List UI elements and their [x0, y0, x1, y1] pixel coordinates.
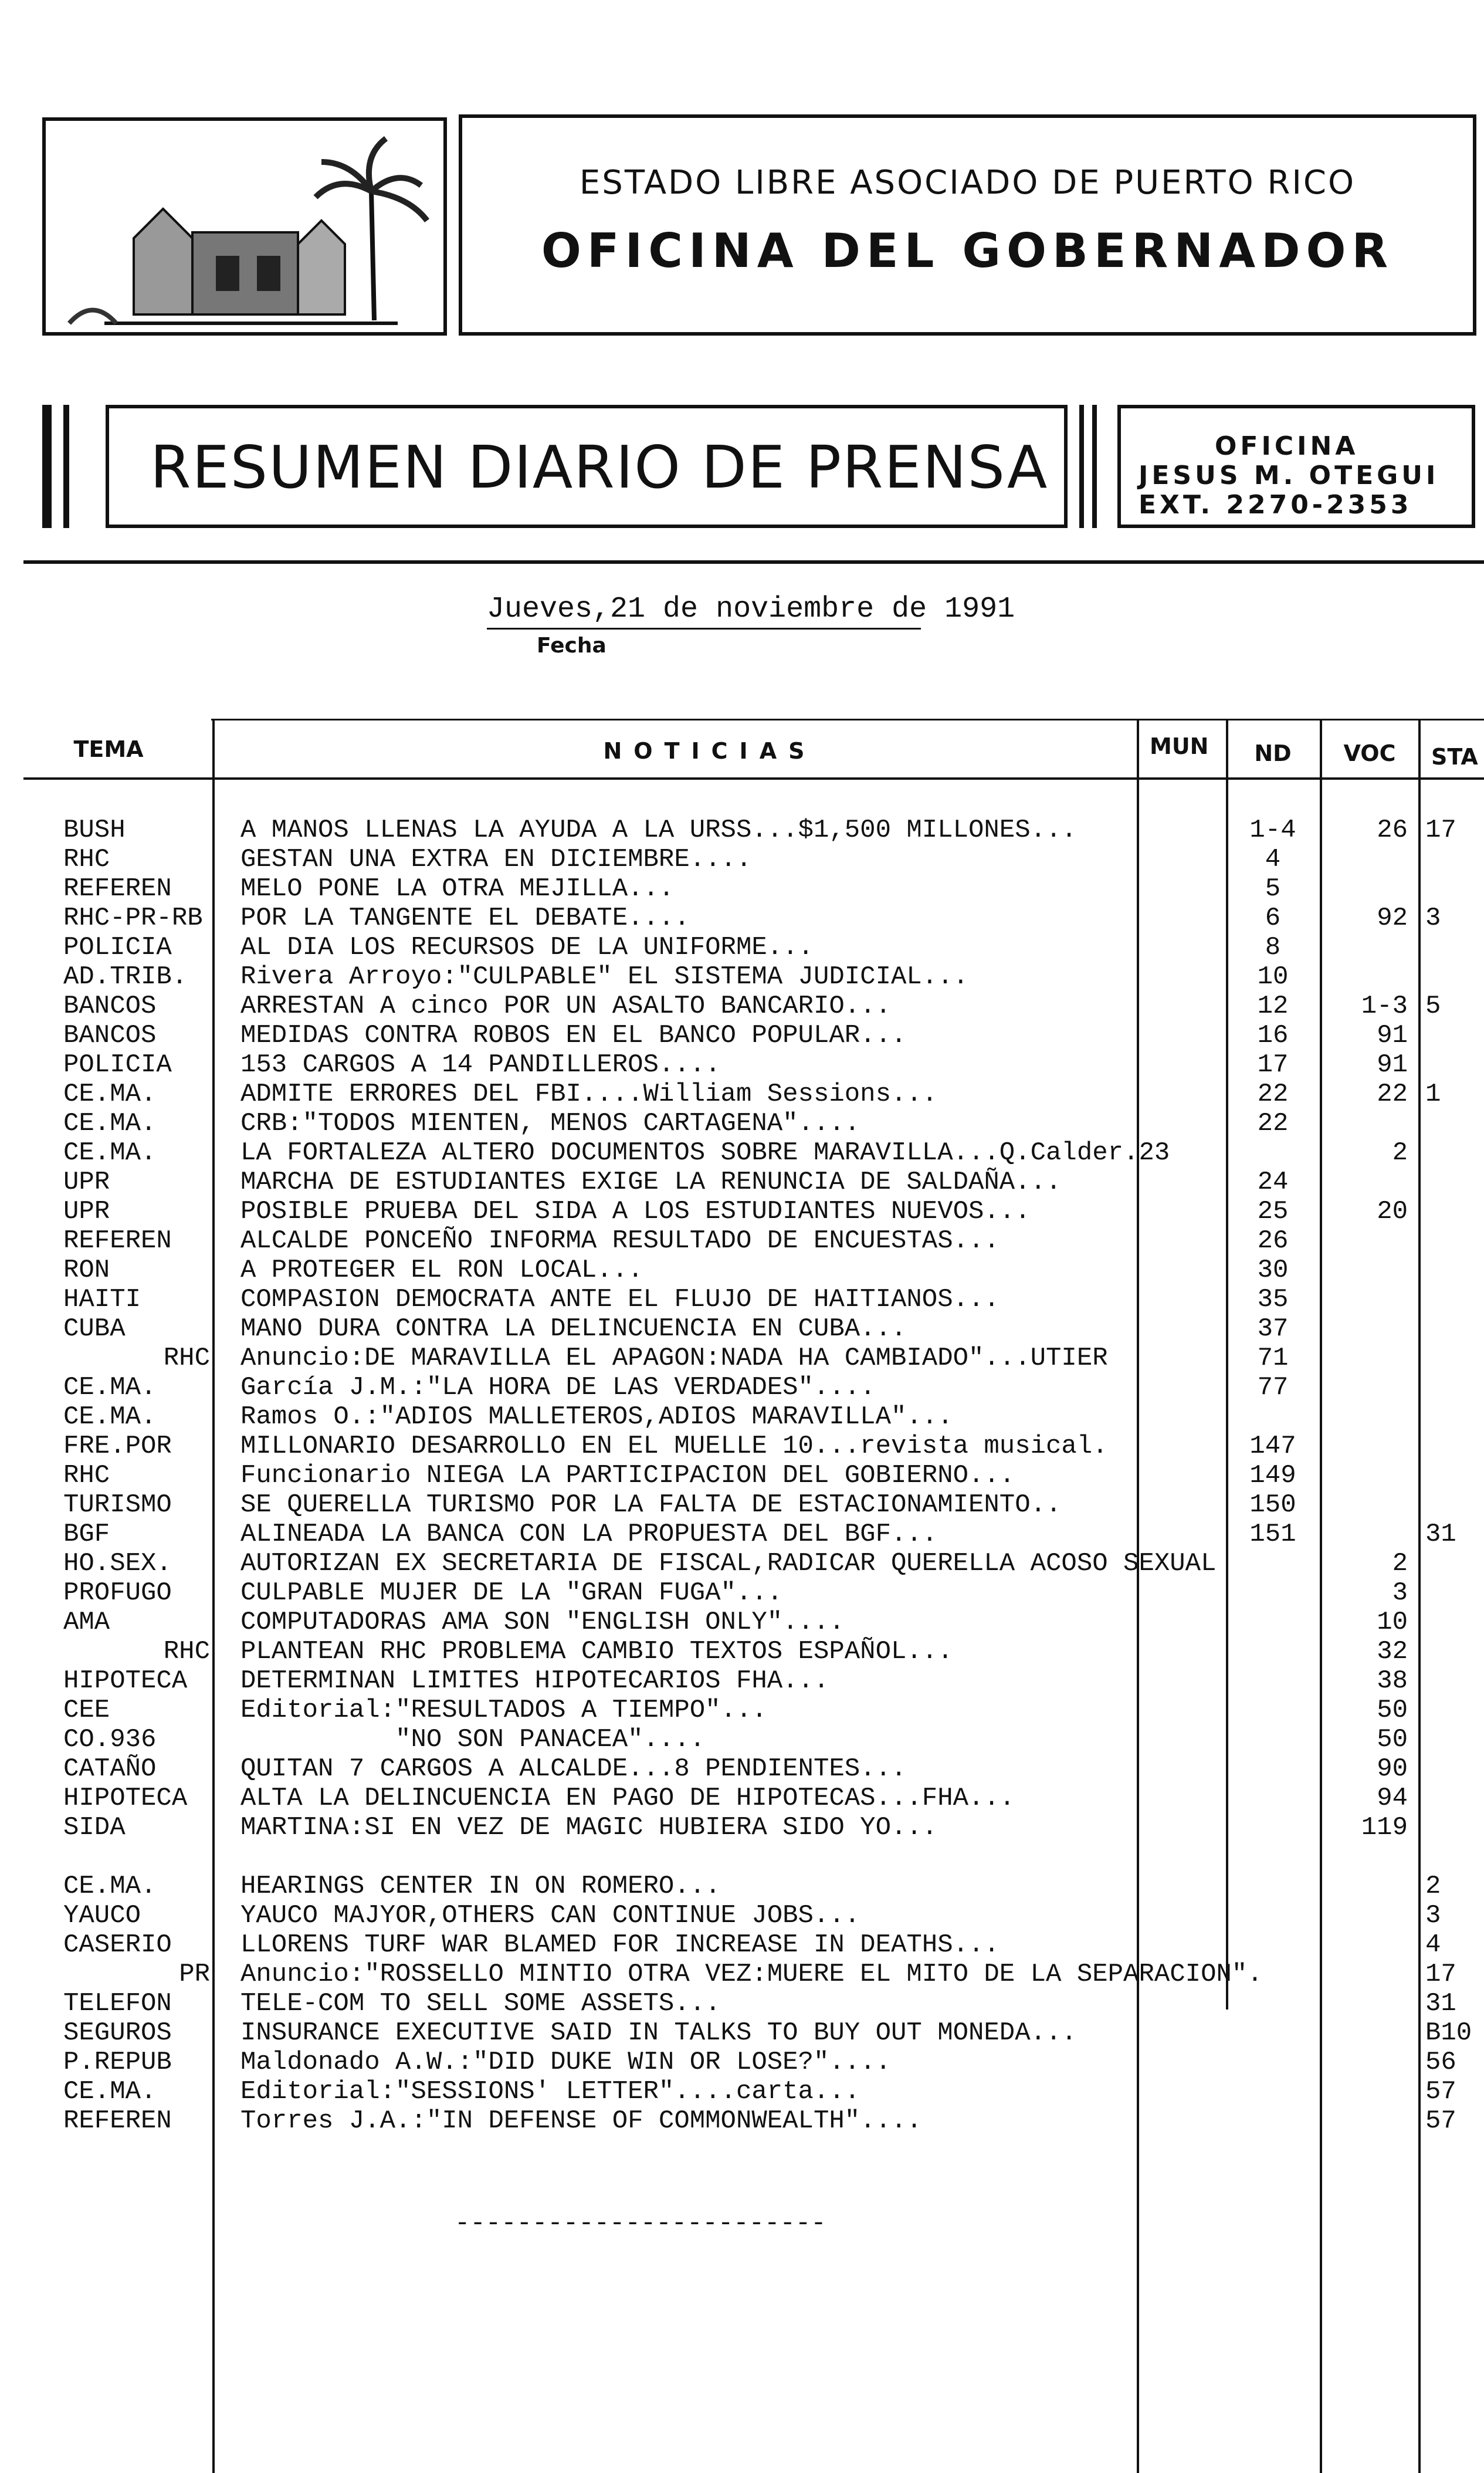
table-row: SEGUROS INSURANCE EXECUTIVE SAID IN TALKS TO BUY OUT MONEDA... B10: [63, 2018, 1472, 2048]
table-row: UPR POSIBLE PRUEBA DEL SIDA A LOS ESTUDIANTES NUEVOS... 25 20: [63, 1197, 1408, 1226]
table-row: BUSH A MANOS LLENAS LA AYUDA A LA URSS...$1,500 MILLONES... 1-4 26 17: [63, 816, 1456, 845]
date-value: Jueves,21 de noviembre de 1991: [487, 593, 1015, 626]
table-row: CATAÑO QUITAN 7 CARGOS A ALCALDE...8 PENDIENTES... 90: [63, 1754, 1408, 1784]
table-row: RHC Funcionario NIEGA LA PARTICIPACION DEL GOBIERNO... 149: [63, 1461, 1296, 1490]
table-row: CE.MA. CRB:"TODOS MIENTEN, MENOS CARTAGENA".... 22: [63, 1109, 1289, 1138]
col-header-nd: ND: [1254, 740, 1292, 766]
table-row: BGF ALINEADA LA BANCA CON LA PROPUESTA DEL BGF... 151 31: [63, 1520, 1456, 1549]
table-row: FRE.POR MILLONARIO DESARROLLO EN EL MUELLE 10...revista musical. 147: [63, 1432, 1296, 1461]
table-row: P.REPUB Maldonado A.W.:"DID DUKE WIN OR LOSE?".... 56: [63, 2048, 1456, 2077]
header-divider: [23, 560, 1484, 564]
table-row: REFEREN MELO PONE LA OTRA MEJILLA... 5: [63, 874, 1281, 904]
table-row: CE.MA. García J.M.:"LA HORA DE LAS VERDADES".... 77: [63, 1373, 1289, 1402]
table-row: RON A PROTEGER EL RON LOCAL... 30: [63, 1256, 1289, 1285]
table-row: REFEREN ALCALDE PONCEÑO INFORMA RESULTADO DE ENCUESTAS... 26: [63, 1226, 1289, 1256]
table-row: CE.MA. Editorial:"SESSIONS' LETTER"....carta... 57: [63, 2077, 1456, 2106]
table-row: POLICIA AL DIA LOS RECURSOS DE LA UNIFORME... 8: [63, 933, 1281, 962]
table-row: RHC GESTAN UNA EXTRA EN DICIEMBRE.... 4: [63, 845, 1281, 874]
table-row: HO.SEX. AUTORIZAN EX SECRETARIA DE FISCAL,RADICAR QUERELLA ACOSO SEXUAL 2: [63, 1549, 1408, 1578]
table-row: PROFUGO CULPABLE MUJER DE LA "GRAN FUGA"... 3: [63, 1578, 1408, 1608]
table-row: BANCOS MEDIDAS CONTRA ROBOS EN EL BANCO POPULAR... 16 91: [63, 1021, 1408, 1050]
office-ext: EXT. 2270-2353: [1139, 490, 1412, 520]
table-header-rule: [23, 777, 1484, 780]
footer-dashed-rule: ------------------------: [455, 2209, 826, 2238]
table-row: TELEFON TELE-COM TO SELL SOME ASSETS... 31: [63, 1989, 1456, 2018]
table-row: CEE Editorial:"RESULTADOS A TIEMPO"... 50: [63, 1696, 1408, 1725]
banner-title-box: [106, 405, 1068, 528]
table-row: HAITI COMPASION DEMOCRATA ANTE EL FLUJO DE HAITIANOS... 35: [63, 1285, 1289, 1314]
table-row: UPR MARCHA DE ESTUDIANTES EXIGE LA RENUNCIA DE SALDAÑA... 24: [63, 1168, 1289, 1197]
table-row: REFEREN Torres J.A.:"IN DEFENSE OF COMMONWEALTH".... 57: [63, 2106, 1456, 2136]
banner-left-bars: [42, 405, 101, 528]
table-row: CE.MA. ADMITE ERRORES DEL FBI....William Sessions... 22 22 1: [63, 1080, 1441, 1109]
col-header-sta: STA: [1431, 744, 1478, 770]
commonwealth-title: ESTADO LIBRE ASOCIADO DE PUERTO RICO: [579, 164, 1356, 202]
date-label: Fecha: [537, 634, 607, 658]
table-row: AD.TRIB. Rivera Arroyo:"CULPABLE" EL SISTEMA JUDICIAL... 10: [63, 962, 1289, 992]
table-row: RHC-PR-RB POR LA TANGENTE EL DEBATE.... 6 92 3: [63, 904, 1441, 933]
table-row: HIPOTECA DETERMINAN LIMITES HIPOTECARIOS FHA... 38: [63, 1666, 1408, 1696]
date-underline: [487, 628, 921, 630]
table-row: PR Anuncio:"ROSSELLO MINTIO OTRA VEZ:MUERE EL MITO DE LA SEPARACION". 17: [179, 1960, 1456, 1989]
table-row: RHC Anuncio:DE MARAVILLA EL APAGON:NADA HA CAMBIADO"...UTIER 71: [163, 1344, 1289, 1373]
table-row: CASERIO LLORENS TURF WAR BLAMED FOR INCREASE IN DEATHS... 4: [63, 1930, 1441, 1960]
office-contact-box: [1117, 405, 1475, 528]
office-label: OFICINA: [1215, 431, 1359, 461]
fortaleza-seal-icon: [46, 121, 443, 332]
table-row: CUBA MANO DURA CONTRA LA DELINCUENCIA EN CUBA... 37: [63, 1314, 1289, 1344]
col-header-tema: TEMA: [73, 736, 144, 762]
table-row: HIPOTECA ALTA LA DELINCUENCIA EN PAGO DE HIPOTECAS...FHA... 94: [63, 1784, 1408, 1813]
table-row: POLICIA 153 CARGOS A 14 PANDILLEROS.... 17 91: [63, 1050, 1408, 1080]
col-header-noticias: NOTICIAS: [603, 738, 816, 764]
table-row: AMA COMPUTADORAS AMA SON "ENGLISH ONLY".... 10: [63, 1608, 1408, 1637]
table-row: CE.MA. LA FORTALEZA ALTERO DOCUMENTOS SOBRE MARAVILLA...Q.Calder.23 2: [63, 1138, 1408, 1168]
table-top-rule: [211, 719, 1484, 720]
table-row: RHC PLANTEAN RHC PROBLEMA CAMBIO TEXTOS ESPAÑOL... 32: [163, 1637, 1408, 1666]
col-header-voc: VOC: [1343, 740, 1396, 766]
table-row: TURISMO SE QUERELLA TURISMO POR LA FALTA DE ESTACIONAMIENTO.. 150: [63, 1490, 1296, 1520]
government-header-box: [459, 114, 1476, 336]
table-row: BANCOS ARRESTAN A cinco POR UN ASALTO BANCARIO... 12 1-3 5: [63, 992, 1441, 1021]
office-title: OFICINA DEL GOBERNADOR: [541, 224, 1394, 278]
table-row: CE.MA. Ramos O.:"ADIOS MALLETEROS,ADIOS MARAVILLA"...: [63, 1402, 953, 1432]
table-row: SIDA MARTINA:SI EN VEZ DE MAGIC HUBIERA SIDO YO... 119: [63, 1813, 1408, 1842]
table-row: CO.936 "NO SON PANACEA".... 50: [63, 1725, 1408, 1754]
table-row: YAUCO YAUCO MAJYOR,OTHERS CAN CONTINUE JOBS... 3: [63, 1901, 1441, 1930]
seal-box: [42, 117, 447, 336]
col-header-mun: MUN: [1150, 733, 1209, 759]
office-name: JESUS M. OTEGUI: [1139, 461, 1439, 490]
banner-title: RESUMEN DIARIO DE PRENSA: [150, 433, 1049, 502]
banner-mid-bars: [1079, 405, 1109, 528]
table-row: CE.MA. HEARINGS CENTER IN ON ROMERO... 2: [63, 1872, 1441, 1901]
